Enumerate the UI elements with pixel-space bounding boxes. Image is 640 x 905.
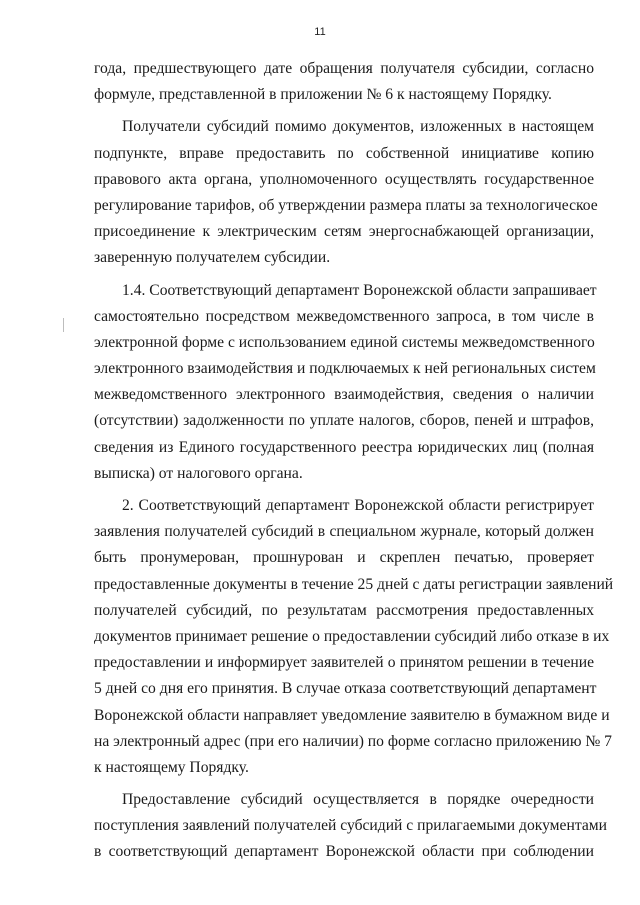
- text-line: подпункте, вправе предоставить по собственной инициативе копию: [94, 144, 594, 162]
- text-line: электронной форме с использованием единой системы межведомственного: [94, 333, 595, 351]
- text-line: на электронный адрес (при его наличии) по форме согласно приложению № 7: [94, 732, 612, 750]
- text-line: к настоящему Порядку.: [94, 758, 249, 776]
- text-line: 1.4. Соответствующий департамент Воронежской области запрашивает: [122, 281, 597, 299]
- paragraph-additional-documents: [94, 114, 598, 271]
- paragraph-clause-2: [94, 493, 614, 781]
- text-line: поступления заявлений получателей субсидий с прилагаемыми документами: [94, 817, 607, 835]
- margin-mark: [63, 318, 64, 332]
- text-line: правового акта органа, уполномоченного осуществлять государственное: [94, 170, 594, 188]
- text-line: регулирование тарифов, об утверждении размера платы за технологическое: [94, 196, 598, 214]
- text-line: формуле, представленной в приложении № 6 к настоящему Порядку.: [94, 86, 552, 104]
- text-line: документов принимает решение о предоставлении субсидий либо отказе в их: [94, 627, 610, 645]
- document-body: [94, 56, 614, 866]
- text-line: заверенную получателем субсидии.: [94, 249, 331, 267]
- text-line: выписка) от налогового органа.: [94, 464, 303, 482]
- text-line: получателей субсидий, по результатам рассмотрения предоставленных: [94, 601, 594, 619]
- text-line: (отсутствии) задолженности по уплате налогов, сборов, пеней и штрафов,: [94, 412, 594, 430]
- text-line: предоставлении и информирует заявителей о принятом решении в течение: [94, 654, 594, 672]
- paragraph-continuation: [94, 56, 594, 108]
- text-line: быть пронумерован, прошнурован и скреплен печатью, проверяет: [94, 549, 594, 567]
- text-line: заявления получателей субсидий в специальном журнале, который должен: [94, 523, 594, 541]
- text-line: присоединение к электрическим сетям энергоснабжающей организации,: [94, 223, 594, 241]
- paragraph-clause-1-4: [94, 278, 597, 488]
- text-line: электронного взаимодействия и подключаемых к ней региональных систем: [94, 360, 596, 378]
- text-line: самостоятельно посредством межведомственного запроса, в том числе в: [94, 307, 594, 325]
- text-line: Предоставление субсидий осуществляется в порядке очередности: [122, 791, 594, 809]
- text-line: сведения из Единого государственного реестра юридических лиц (полная: [94, 438, 594, 456]
- text-line: 5 дней со дня его принятия. В случае отказа соответствующий департамент: [94, 680, 597, 698]
- text-line: в соответствующий департамент Воронежской области при соблюдении: [94, 843, 594, 861]
- text-line: предоставленные документы в течение 25 дней с даты регистрации заявлений: [94, 575, 614, 593]
- text-line: Воронежской области направляет уведомление заявителю в бумажном виде и: [94, 706, 610, 724]
- text-line: межведомственного электронного взаимодействия, сведения о наличии: [94, 386, 594, 404]
- text-line: года, предшествующего дате обращения получателя субсидии, согласно: [94, 60, 594, 77]
- text-line: Получатели субсидий помимо документов, изложенных в настоящем: [122, 118, 594, 136]
- page-number: 11: [314, 26, 326, 38]
- paragraph-provision-order: [94, 787, 607, 866]
- text-line: 2. Соответствующий департамент Воронежской области регистрирует: [122, 497, 594, 514]
